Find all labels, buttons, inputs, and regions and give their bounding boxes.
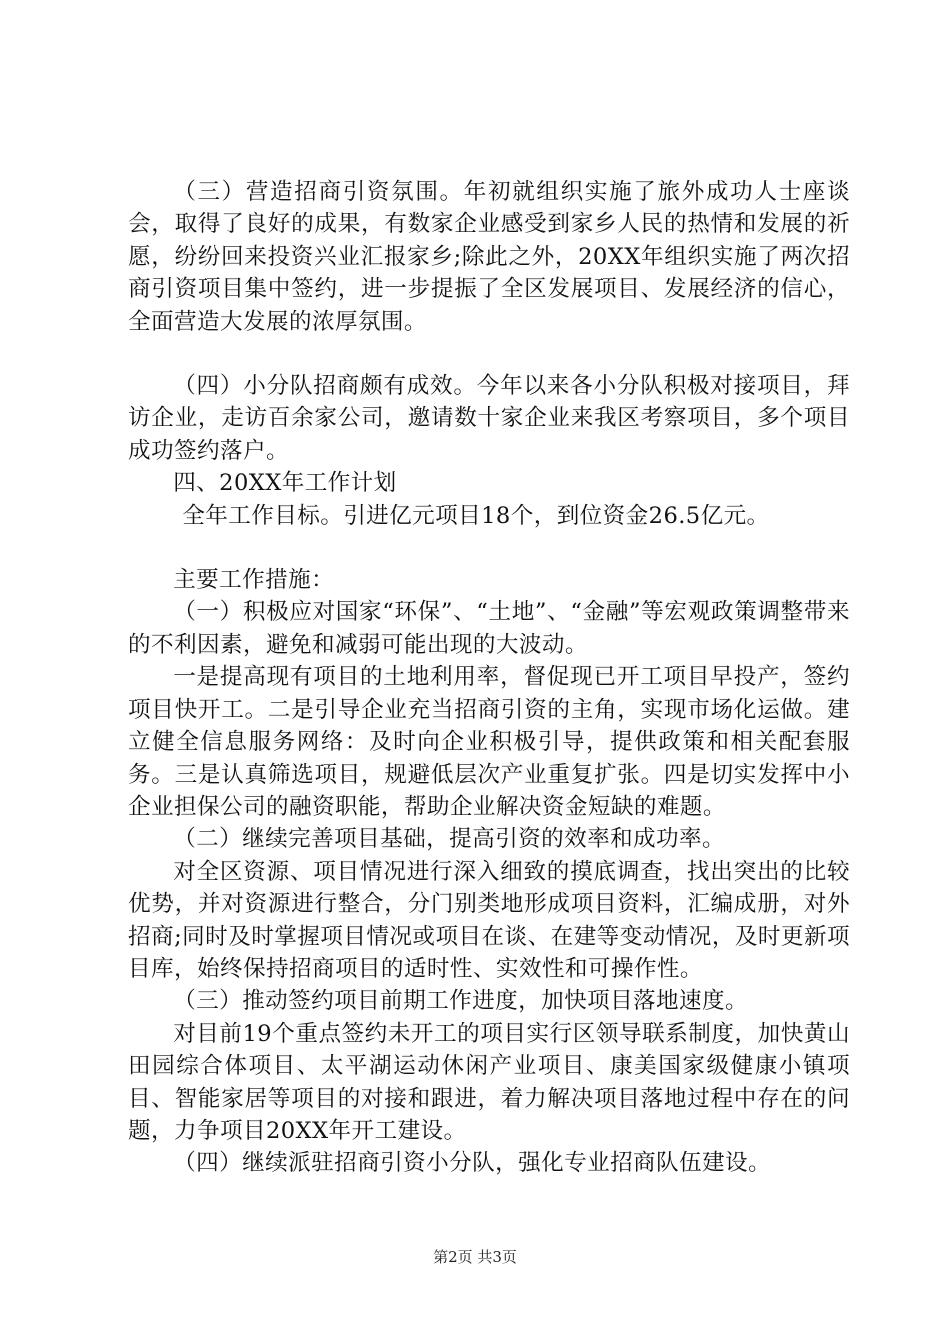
paragraph-measure-1-detail: 一是提高现有项目的土地利用率，督促现已开工项目早投产，签约项目快开工。二是引导企业充当招商引资的主角，实现市场化运做。建立健全信息服务网络：及时向企业积极引导，提供政策和相关配套服务。三是认真筛选项目，规避低层次产业重复扩张。四是切实发挥中小企业担保公司的融资职能，帮助企业解决资金短缺的难题。 bbox=[128, 664, 850, 820]
paragraph-measure-2: （二）继续完善项目基础，提高引资的效率和成功率。 bbox=[173, 826, 726, 853]
paragraph-measure-2-detail: 对全区资源、项目情况进行深入细致的摸底调查，找出突出的比较优势，并对资源进行整合，分门别类地形成项目资料，汇编成册，对外招商;同时及时掌握项目情况或项目在谈、在建等变动情况，及时更新项目库，始终保持招商项目的适时性、实效性和可操作性。 bbox=[128, 858, 850, 982]
paragraph-gap bbox=[128, 532, 850, 564]
paragraph-atmosphere: （三）营造招商引资氛围。年初就组织实施了旅外成功人士座谈会，取得了良好的成果，有数家企业感受到家乡人民的热情和发展的祈愿，纷纷回来投资兴业汇报家乡;除此之外，20XX年组织实施了两次招商引资项目集中签约，进一步提振了全区发展项目、发展经济的信心，全面营造大发展的浓厚氛围。 bbox=[128, 179, 850, 335]
paragraph-gap bbox=[128, 338, 850, 370]
section-heading-plan: 四、20XX年工作计划 bbox=[173, 470, 397, 497]
paragraph-measure-3: （三）推动签约项目前期工作进度，加快项目落地速度。 bbox=[173, 988, 749, 1015]
paragraph-annual-goal: 全年工作目标。引进亿元项目18个，到位资金26.5亿元。 bbox=[182, 502, 770, 529]
page-number-footer: 第2页 共3页 bbox=[433, 1248, 517, 1266]
paragraph-measure-4: （四）继续派驻招商引资小分队，强化专业招商队伍建设。 bbox=[173, 1150, 772, 1177]
document-body bbox=[128, 176, 850, 1180]
paragraph-squads: （四）小分队招商颇有成效。今年以来各小分队积极对接项目，拜访企业，走访百余家公司，邀请数十家企业来我区考察项目，多个项目成功签约落户。 bbox=[128, 373, 850, 464]
paragraph-measure-3-detail: 对目前19个重点签约未开工的项目实行区领导联系制度，加快黄山田园综合体项目、太平湖运动休闲产业项目、康美国家级健康小镇项目、智能家居等项目的对接和跟进，着力解决项目落地过程中存在的问题，力争项目20XX年开工建设。 bbox=[128, 1020, 850, 1144]
paragraph-measure-1: （一）积极应对国家“环保”、“土地”、“金融”等宏观政策调整带来的不利因素，避免和减弱可能出现的大波动。 bbox=[128, 599, 850, 658]
paragraph-measures-heading: 主要工作措施： bbox=[173, 567, 335, 594]
